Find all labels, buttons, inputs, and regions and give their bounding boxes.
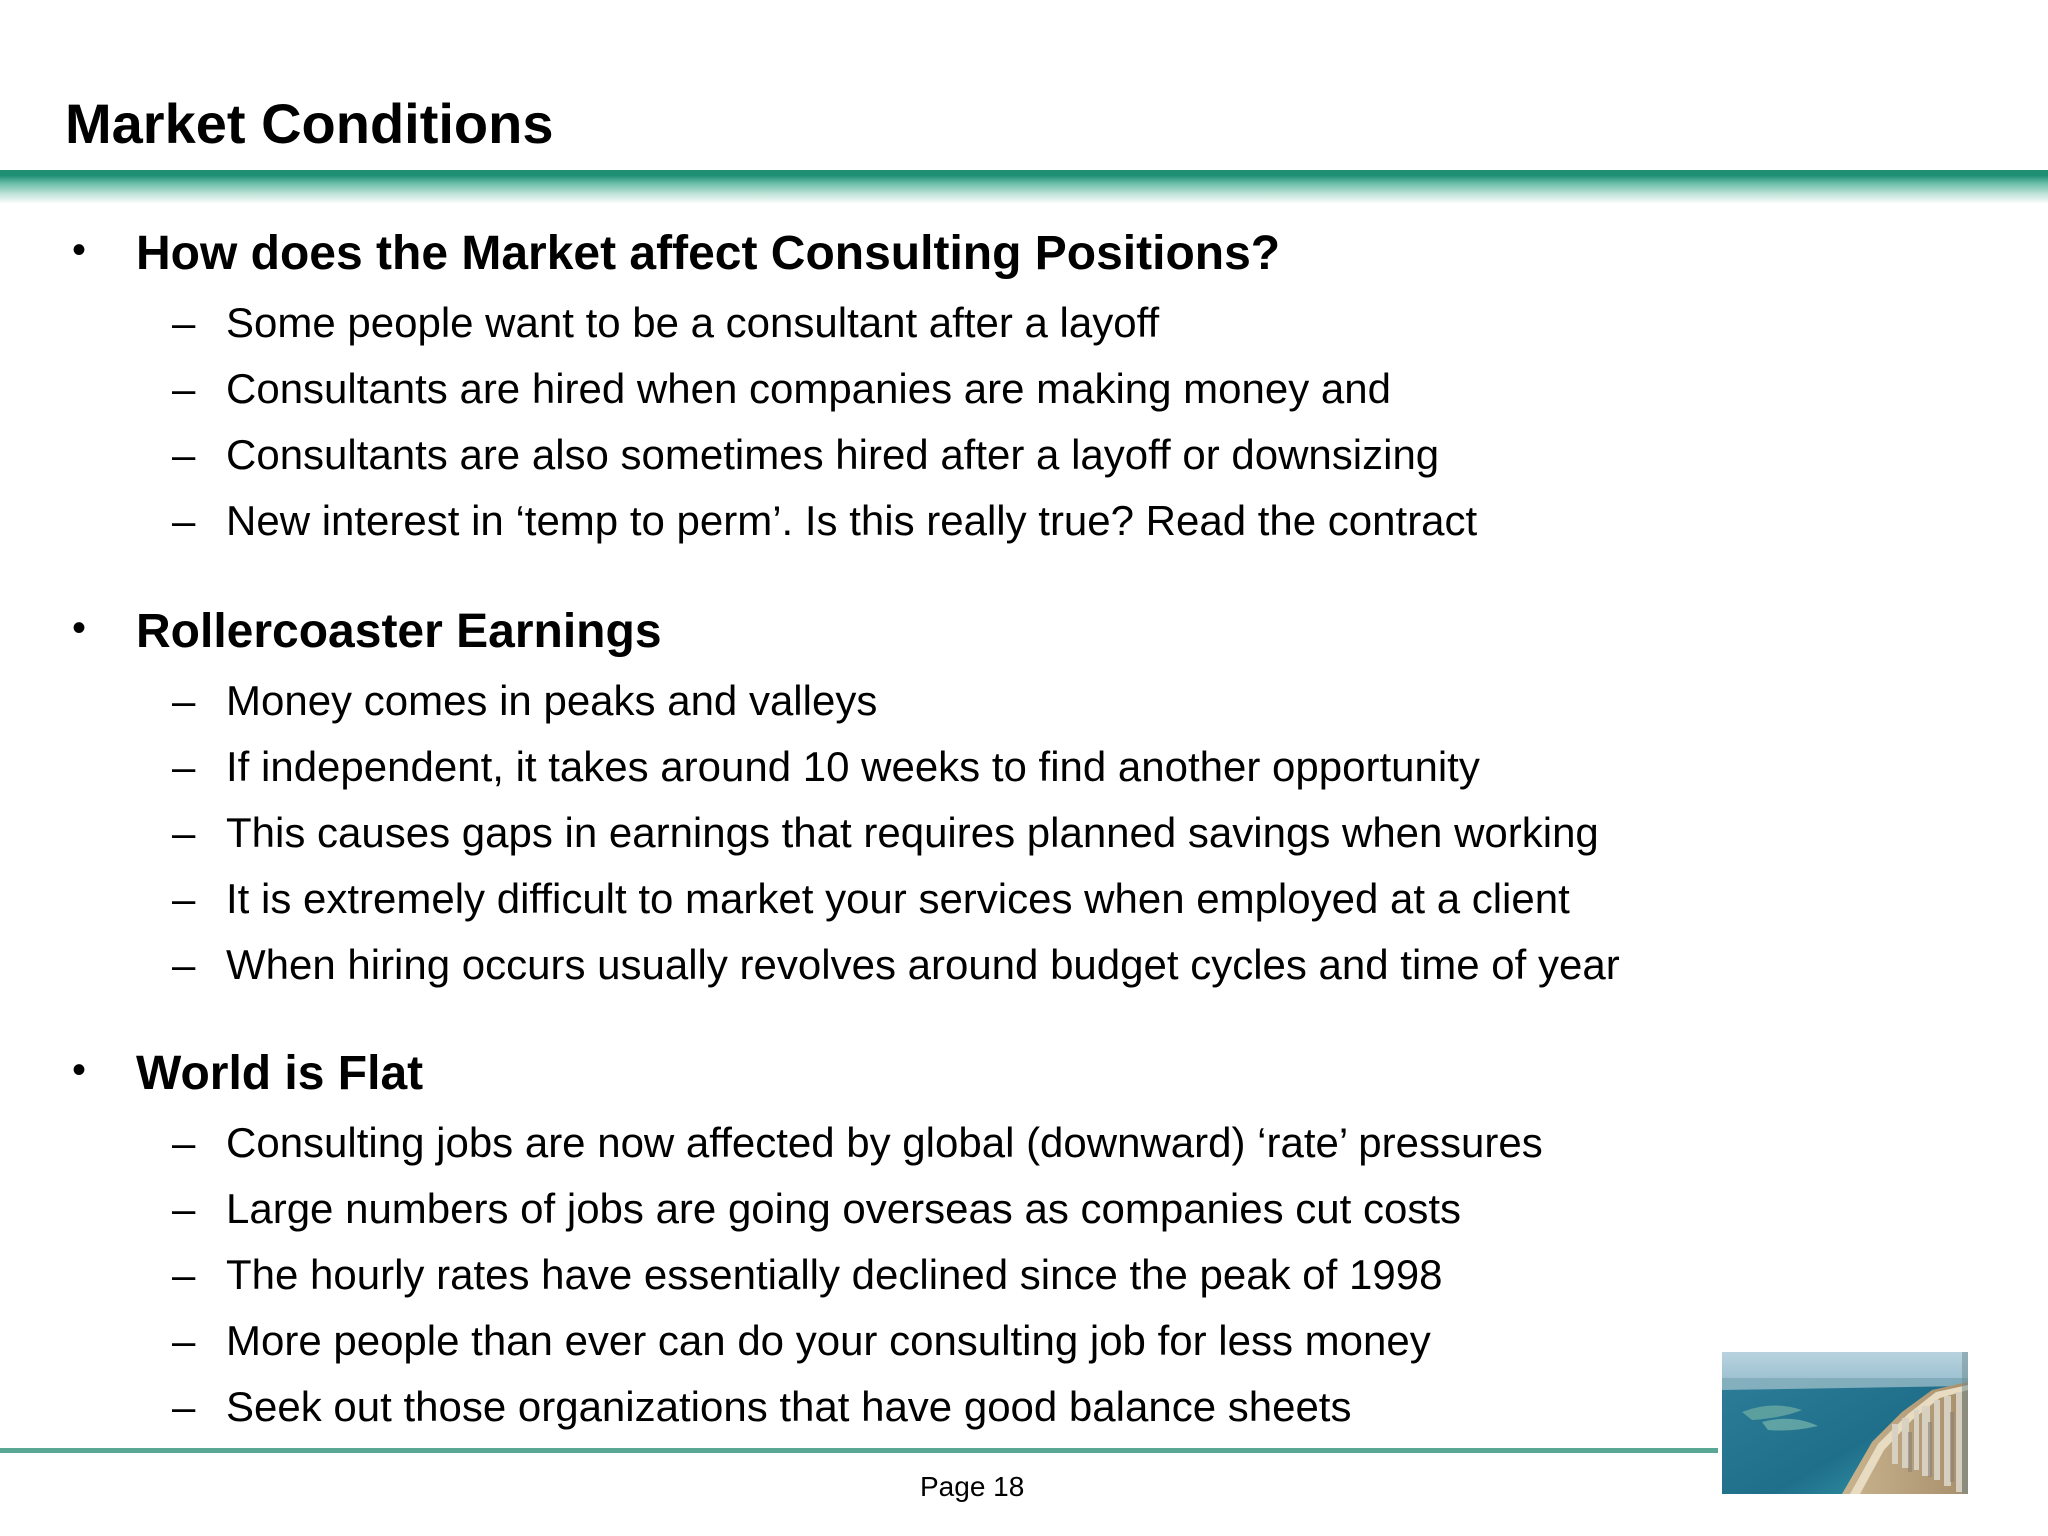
list-item	[0, 808, 2048, 874]
list-item-text: If independent, it takes around 10 weeks to find another opportunity	[226, 743, 1480, 790]
dash-marker: –	[172, 809, 196, 856]
section-heading: Rollercoaster Earnings	[136, 605, 662, 658]
page-number: Page 18	[920, 1471, 1025, 1502]
bullet-marker: •	[72, 1048, 87, 1092]
dash-marker: –	[172, 1317, 196, 1364]
section-heading: How does the Market affect Consulting Positions?	[136, 227, 1281, 280]
dash-marker: –	[172, 1251, 196, 1298]
list-item	[0, 742, 2048, 808]
list-item-text: More people than ever can do your consulting job for less money	[226, 1317, 1431, 1364]
list-item-text: New interest in ‘temp to perm’. Is this really true? Read the contract	[226, 497, 1478, 544]
list-item-text: Some people want to be a consultant after a layoff	[226, 299, 1160, 346]
bullet-marker: •	[72, 606, 87, 650]
list-item-text: The hourly rates have essentially declined since the peak of 1998	[226, 1251, 1443, 1298]
dash-marker: –	[172, 743, 196, 790]
list-item-text: When hiring occurs usually revolves around budget cycles and time of year	[226, 941, 1620, 988]
list-item	[0, 364, 2048, 430]
list-item-text: Consulting jobs are now affected by global (downward) ‘rate’ pressures	[226, 1119, 1543, 1166]
list-item-text: It is extremely difficult to market your services when employed at a client	[226, 875, 1570, 922]
dash-marker: –	[172, 875, 196, 922]
dash-marker: –	[172, 1383, 196, 1430]
list-item	[0, 1184, 2048, 1250]
list-item-text: Consultants are also sometimes hired after a layoff or downsizing	[226, 431, 1440, 478]
list-item	[0, 874, 2048, 940]
dash-marker: –	[172, 365, 196, 412]
list-item	[0, 298, 2048, 364]
dash-marker: –	[172, 941, 196, 988]
list-item-text: Money comes in peaks and valleys	[226, 677, 878, 724]
title-divider	[0, 170, 2048, 204]
list-item	[0, 1118, 2048, 1184]
dash-marker: –	[172, 1119, 196, 1166]
list-item	[0, 1250, 2048, 1316]
dash-marker: –	[172, 299, 196, 346]
list-item-text: Consultants are hired when companies are making money and	[226, 365, 1391, 412]
dash-marker: –	[172, 431, 196, 478]
footer-divider	[0, 1448, 1718, 1453]
coastal-city-aerial-photo	[1722, 1352, 1968, 1494]
dash-marker: –	[172, 1185, 196, 1232]
list-item	[0, 676, 2048, 742]
list-item-text: Large numbers of jobs are going overseas as companies cut costs	[226, 1185, 1462, 1232]
dash-marker: –	[172, 677, 196, 724]
slide-title: Market Conditions	[65, 92, 554, 155]
dash-marker: –	[172, 497, 196, 544]
list-item-text: Seek out those organizations that have good balance sheets	[226, 1383, 1352, 1430]
section-heading: World is Flat	[136, 1047, 424, 1100]
list-item	[0, 940, 2048, 1006]
bullet-marker: •	[72, 228, 87, 272]
list-item-text: This causes gaps in earnings that requires planned savings when working	[226, 809, 1599, 856]
list-item	[0, 430, 2048, 496]
list-item	[0, 496, 2048, 562]
